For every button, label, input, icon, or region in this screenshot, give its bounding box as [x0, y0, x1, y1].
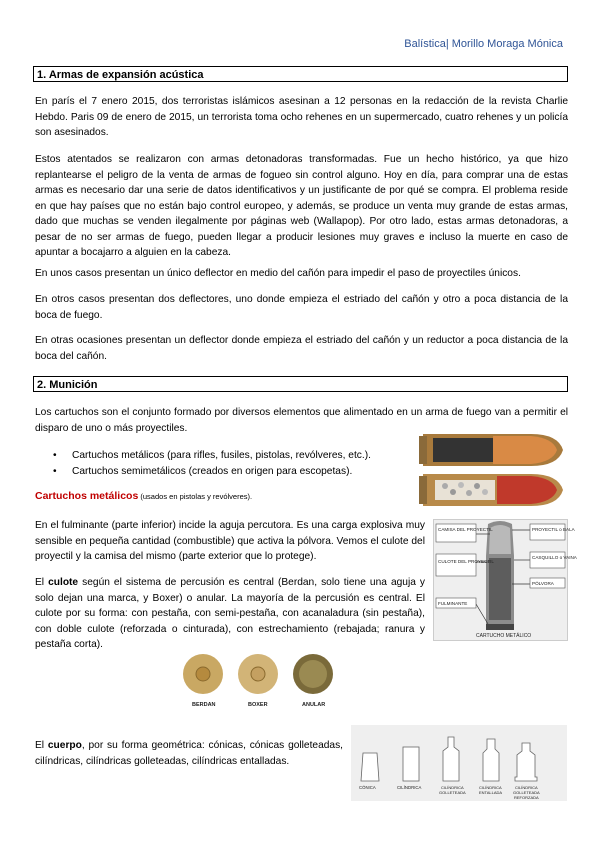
diagram-label-culote: CULOTE DEL PROYECTIL — [438, 559, 494, 564]
shape-label-conica: CÓNICA — [359, 785, 376, 790]
primer-label-anular: ANULAR — [302, 702, 326, 708]
paragraph-culote: El culote según el sistema de percusión es central (Berdan, solo tiene una aguja y solo dejan una marca, y Boxer) o anular. La mayoría de la percusión es central. El culote por su forma: con pestaña, con semi-pestaña, con acanaladura (sin pestaña), con doble culote (reforzada o cinturada), con estrechamiento (rebajada; ranura y pestaña corta). — [35, 577, 425, 650]
diagram-label-polvora: PÓLVORA — [532, 581, 554, 586]
shape-label-cilindrica-entallada: CILÍNDRICA ENTALLADA — [479, 785, 503, 795]
bullet-cross-section-photo — [413, 428, 566, 513]
paragraph-cartuchos: Los cartuchos son el conjunto formado por diversos elementos que alimentado en un arma de fuego van a permitir el disparo de uno o más proyectiles. — [35, 407, 568, 434]
page-header: Balística| Morillo Moraga Mónica — [404, 38, 563, 50]
diagram-caption: CARTUCHO METÁLICO — [476, 633, 532, 639]
diagram-label-fulminante: FULMINANTE — [438, 601, 468, 606]
section-title-municion: 2. Munición — [33, 376, 568, 392]
primer-label-boxer: BOXER — [248, 702, 268, 708]
paragraph-reductor: En otras ocasiones presentan un deflector donde empieza el estriado del cañón y un reductor a poca distancia de la boca del cañón. — [35, 335, 568, 362]
cartridge-type-list — [50, 448, 371, 480]
term-cuerpo: cuerpo — [47, 740, 82, 751]
shape-label-cilindrica: CILÍNDRICA — [397, 785, 422, 790]
diagram-label-camisa: CAMISA DEL PROYECTIL — [438, 527, 493, 532]
diagram-label-proyectil: PROYECTIL o BALA — [532, 527, 575, 532]
paragraph-atentados: En parís el 7 enero 2015, dos terroristas islámicos asesinan a 12 personas en la redacción de la revista Charlie Hebdo. Paris 09 de enero de 2015, un terrorista toma ocho rehenes en un supermercado, cuatro rehenes y un policía son asesinados. — [35, 96, 568, 138]
paragraph-deflector-unico: En unos casos presentan un único deflector en medio del cañón para impedir el paso de proyectiles únicos. — [35, 268, 521, 279]
section-title-armas: 1. Armas de expansión acústica — [33, 66, 568, 82]
subheading-note: (usados en pistolas y revólveres). — [138, 492, 253, 501]
subheading-cartuchos-metalicos — [35, 490, 252, 502]
term-culote: culote — [48, 577, 79, 588]
paragraph-dos-deflectores: En otros casos presentan dos deflectores, uno donde empieza el estriado del cañón y otro a poca distancia de la boca de fuego. — [35, 294, 568, 321]
subheading-label: Cartuchos metálicos — [35, 490, 139, 502]
shape-label-cilindrica-golleteada-reforzada: CILÍNDRICA GOLLETEADA REFORZADA — [513, 785, 540, 800]
list-item: • Cartuchos metálicos (para rifles, fusiles, pistolas, revólveres, etc.). — [50, 448, 371, 464]
cartridge-diagram — [433, 519, 577, 641]
list-item: • Cartuchos semimetálicos (creados en origen para escopetas). — [50, 464, 371, 480]
primer-label-berdan: BERDAN — [192, 702, 216, 708]
primer-types-photo — [178, 652, 339, 710]
paragraph-fulminante: En el fulminante (parte inferior) incide la aguja percutora. Es una carga explosiva muy sensible en pequeña cantidad (combustible) que activa la pólvora. Vemos el culote del proyectil y la camisa del mismo (parte exterior que lo protege). — [35, 520, 425, 562]
diagram-label-casquillo: CASQUILLO o VAINA — [532, 555, 577, 560]
shape-label-cilindrica-golleteada: CILÍNDRICA GOLLETEADA — [439, 785, 466, 795]
paragraph-cuerpo: El cuerpo, por su forma geométrica: cónicas, cónicas golleteadas, cilíndricas, cilíndricas golleteadas, cilíndricas entalladas. — [35, 740, 344, 767]
cartridge-shapes-figure — [351, 725, 567, 801]
paragraph-armas-detonadoras: Estos atentados se realizaron con armas detonadoras transformadas. Fue un hecho histórico, ya que hizo replantearse el peligro de la venta de armas de fogueo sin control alguno. Hoy en día, para comprar una de estas armas es necesario dar una serie de datos identificativos y un justificante de por qué se compra. El problema reside en que hay países que no están bajo control europeo, y además, se produce un venta muy grande de estas armas, dado que muchas se venden ilegalmente por páginas web (Wallapop). Por otro lado, estas armas detonadoras, a pesar de no ser armas de fuego, pueden llegar a producir lesiones muy graves e incluso la muerte en caso de apuntar a bocajarro a alguien en la cabeza. — [35, 154, 568, 258]
